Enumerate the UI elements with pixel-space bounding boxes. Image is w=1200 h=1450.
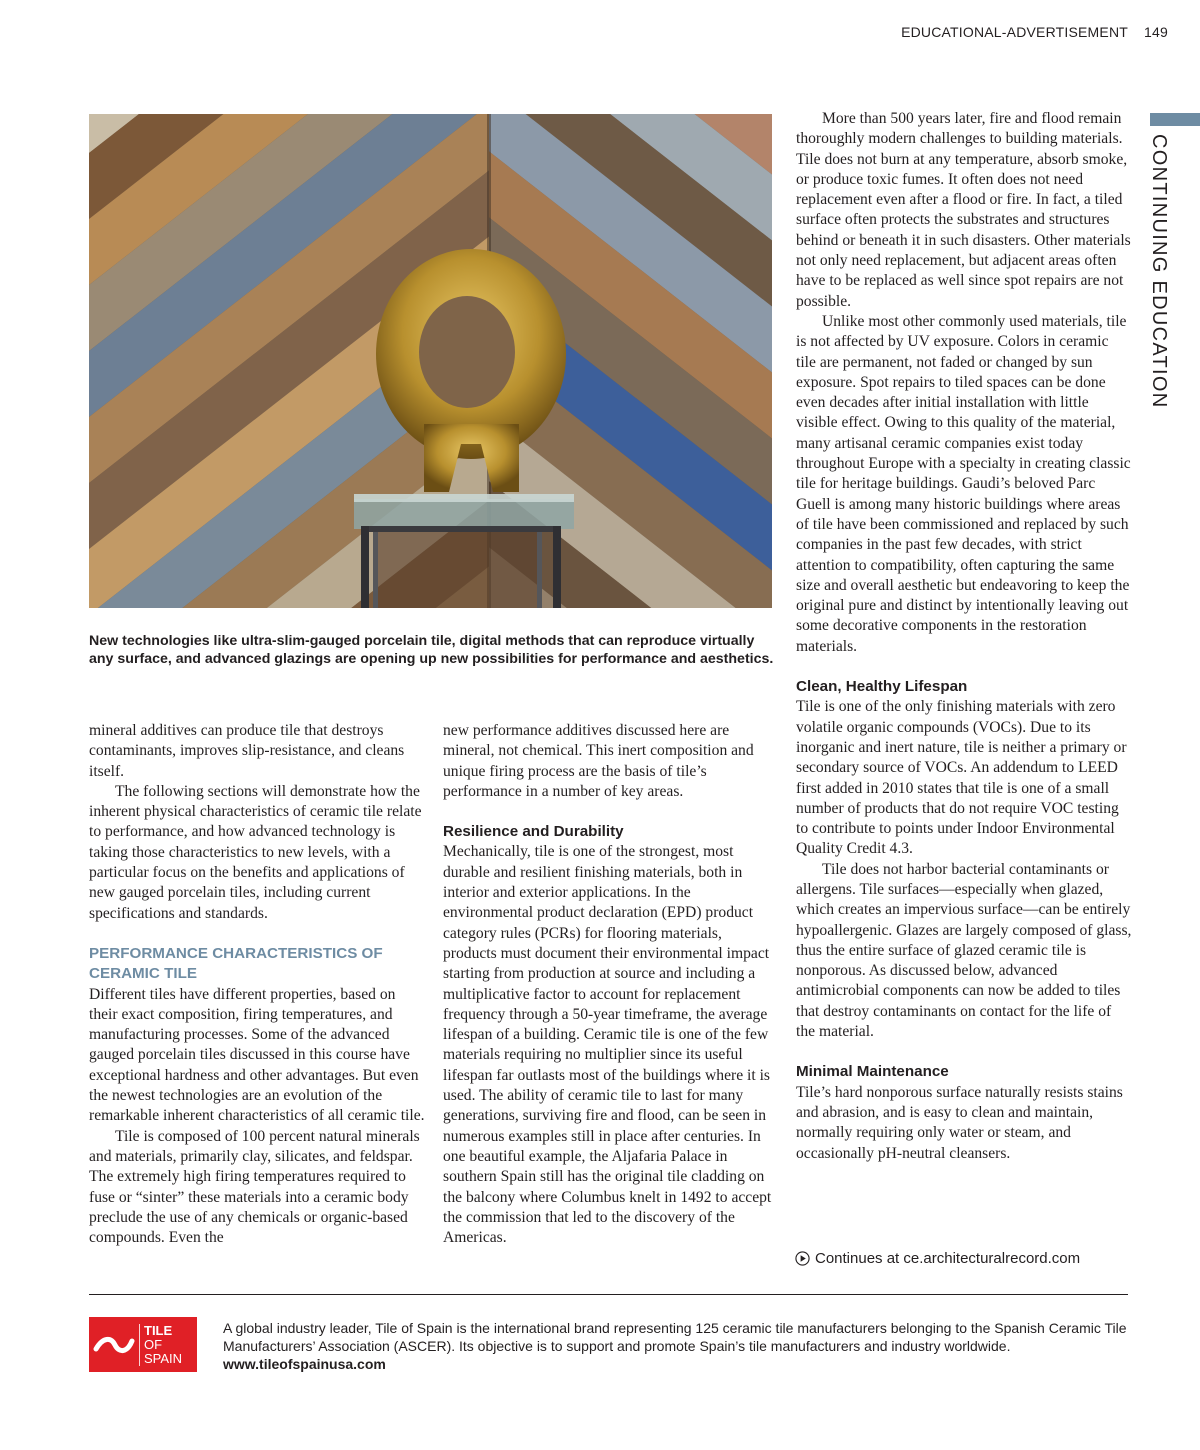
subsection-heading: Minimal Maintenance — [796, 1063, 949, 1081]
col3-paragraph: Unlike most other commonly used materials, tile is not affected by UV exposure. Colors in ceramic tile are permanent, not faded or changed by sun exposure. Spot repairs to tiled spaces can be done even decades after initial installation with little visible effect. Owing to this quality of the material, many artisanal ceramic companies exist today throughout Europe with a specialty in creating classic tile for heritage buildings. Gaudi’s beloved Parc Guell is among many historic buildings where areas of tile have been commissioned and replaced by such companies in the past few decades, with strict attention to compatibility, often capturing the same size and overall aesthetic but endeavoring to keep the original pure and distinct by intentionally leaving out some decorative components in the restoration materials. — [796, 312, 1131, 655]
page-number: 149 — [1144, 24, 1168, 40]
logo-wordmark — [139, 1324, 182, 1366]
col1-paragraph: Tile is composed of 100 percent natural minerals and materials, primarily clay, silicates, and feldspar. The extremely high firing temperatures required to fuse or “sinter” these materials into a ceramic body preclude the use of any chemicals or organic-based compounds. Even the — [89, 1127, 420, 1247]
col1-paragraph: Different tiles have different properties, based on their exact composition, firing temperatures, and manufacturing processes. Some of the advanced gauged porcelain tiles discussed in this course have exceptional hardness and other advantages. But even the newest technologies are an evolution of the remarkable inherent characteristics of all ceramic tile. — [89, 985, 425, 1125]
figure-caption: New technologies like ultra-slim-gauged porcelain tile, digital methods that can reproduce virtually any surface, and advanced glazings are opening up new possibilities for performance and aesthetics. — [89, 633, 774, 668]
play-circle-icon — [795, 1251, 810, 1266]
continues-link[interactable] — [795, 1250, 1080, 1267]
logo-line: OF — [144, 1336, 163, 1352]
logo-line: SPAIN — [144, 1350, 183, 1366]
subsection-heading: Resilience and Durability — [443, 823, 624, 841]
col2-paragraph: new performance additives discussed here are mineral, not chemical. This inert composition and unique firing process are the basis of tile’s performance in a number of key areas. — [443, 722, 754, 800]
tilde-icon — [93, 1333, 135, 1357]
sponsor-text: A global industry leader, Tile of Spain is the international brand representing 125 ceramic tile manufacturers belonging to the Spanish Ceramic Tile Manufacturers’ Association (ASCER). Its objective is to support and promote Spain’s tile manufacturers and industry worldwide. — [223, 1320, 1127, 1354]
column-3 — [796, 109, 1132, 1164]
col3-paragraph: Tile’s hard nonporous surface naturally resists stains and abrasion, and is easy to clean and maintain, normally requiring only water or steam, and occasionally pH-neutral cleansers. — [796, 1083, 1123, 1162]
side-section-label: CONTINUING EDUCATION — [1148, 134, 1170, 409]
tile-of-spain-logo — [89, 1317, 197, 1372]
col1-paragraph: mineral additives can produce tile that destroys contaminants, improves slip-resistance, and cleans itself. — [89, 722, 405, 780]
side-tab-bar — [1150, 113, 1200, 126]
footer-divider — [89, 1294, 1128, 1295]
sponsor-url[interactable]: www.tileofspainusa.com — [223, 1356, 386, 1372]
subsection-heading: Clean, Healthy Lifespan — [796, 678, 968, 696]
col2-paragraph: Mechanically, tile is one of the strongest, most durable and resilient finishing materials, both in interior and exterior applications. In the environmental product declaration (EPD) product category rules (PCRs) for flooring materials, products must document their environmental impact starting from production at source and including a multiplicative factor to account for replacement frequency through a 50-year timeframe, the average lifespan of a building. Ceramic tile is one of the few materials requiring no multiplier since its useful lifespan far outlasts most of the buildings where it is used. The ability of ceramic tile to last for many generations, surviving fire and flood, can be seen in numerous examples still in place after centuries. In one beautiful example, the Aljafaria Palace in southern Spain still has the original tile cladding on the balcony where Columbus knelt in 1492 to accept the commission that led to the discovery of the Americas. — [443, 843, 772, 1247]
column-1 — [89, 721, 425, 1248]
column-2 — [443, 721, 773, 1248]
logo-line: TILE — [144, 1322, 173, 1338]
col1-paragraph: The following sections will demonstrate how the inherent physical characteristics of ceramic tile relate to performance, and how advanced technology is taking those characteristics to new levels, with a particular focus on the benefits and applications of new gauged porcelain tiles, including current specifications and standards. — [89, 782, 422, 922]
tile-sculpture-photo — [89, 114, 772, 608]
col3-paragraph: More than 500 years later, fire and flood remain thoroughly modern challenges to building materials. Tile does not burn at any temperature, absorb smoke, or produce toxic fumes. It often does not need replacement even after a flood or fire. In fact, a tiled surface often protects the substrates and structures behind or beneath it in such disasters. Other materials not only need replacement, but adjacent areas often have to be replaced as well since spot repairs are not possible. — [796, 110, 1131, 310]
continues-text: Continues at ce.architecturalrecord.com — [815, 1250, 1081, 1267]
pedestal — [354, 494, 574, 608]
sponsor-blurb — [223, 1319, 1128, 1373]
section-label: EDUCATIONAL-ADVERTISEMENT — [901, 24, 1129, 40]
running-header — [901, 24, 1168, 40]
col3-paragraph: Tile is one of the only finishing materials with zero volatile organic compounds (VOCs). Due to its inorganic and inert nature, tile is neither a primary or secondary source of VOCs. An addendum to LEED first added in 2010 states that tile is one of a small number of products that do not require VOC testing to contribute to points under Indoor Environmental Quality Credit 4.3. — [796, 698, 1127, 858]
col3-paragraph: Tile does not harbor bacterial contaminants or allergens. Tile surfaces—especially when glazed, which creates an impervious surface—can be entirely hypoallergenic. Glazes are largely composed of glass, thus the entire surface of glazed ceramic tile is nonporous. As discussed below, advanced antimicrobial components can now be added to tiles that destroy contaminants on contact for the life of the material. — [796, 860, 1132, 1041]
section-heading: PERFORMANCE CHARACTERISTICS OF CERAMIC TILE — [89, 944, 383, 983]
